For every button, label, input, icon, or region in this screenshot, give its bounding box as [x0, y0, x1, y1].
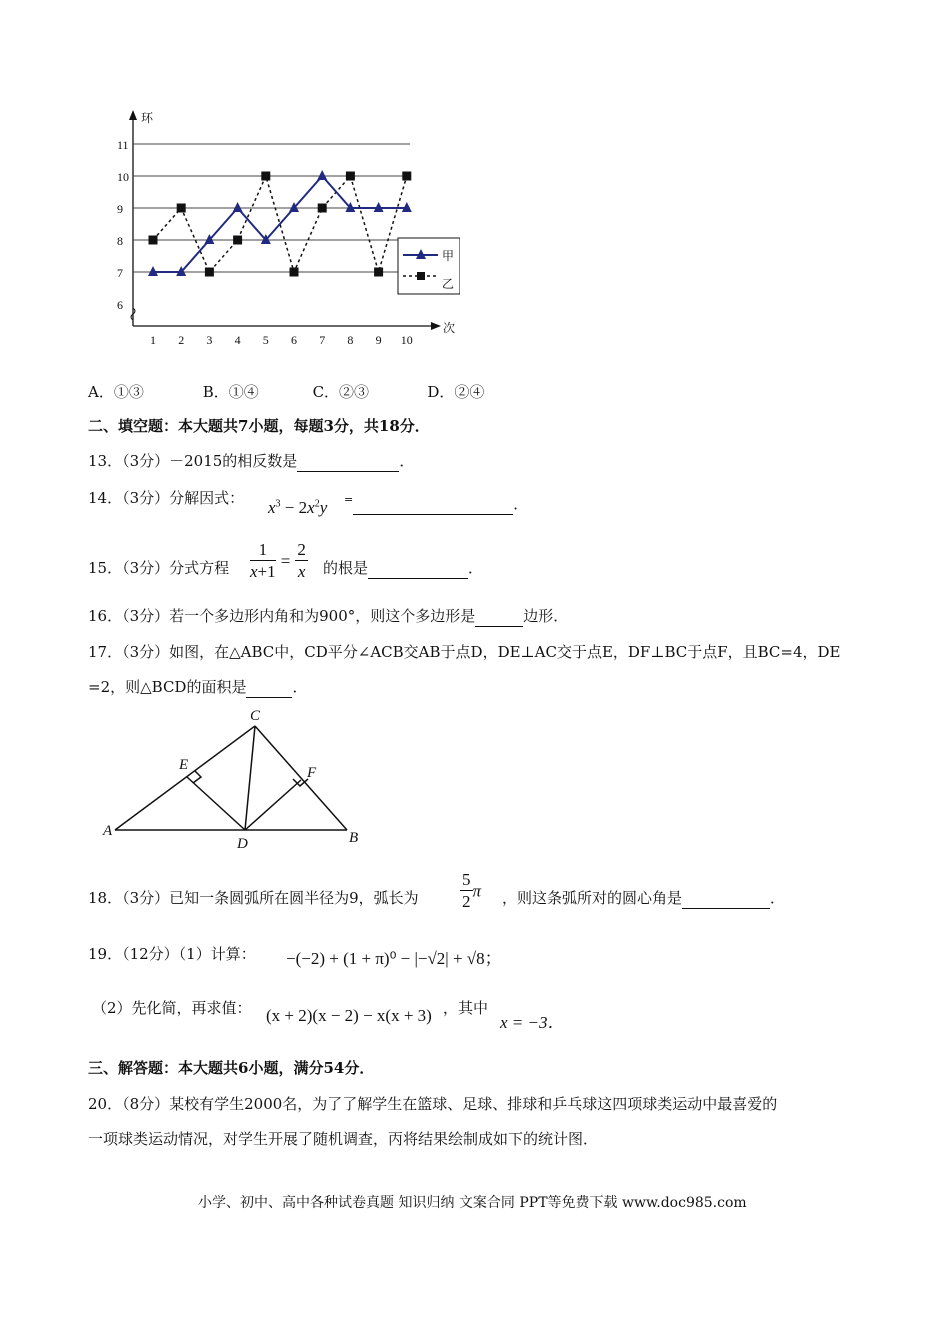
right-angle-e: [193, 771, 201, 783]
point-yi: [374, 268, 383, 277]
q19-suffix: ；: [484, 949, 502, 968]
series-line-jia: [153, 176, 407, 272]
q18-text: 18．（3分）已知一条圆弧所在圆半径为9，弧长为: [88, 889, 419, 907]
x-tick-label: 1: [150, 333, 156, 347]
page-footer: 小学、初中、高中各种试卷真题 知识归纳 文案合同 PPT等免费下载 www.doc985.com: [198, 1195, 747, 1211]
q13-suffix: ．: [399, 452, 415, 470]
y-tick-label: 9: [117, 202, 123, 216]
label-f: F: [307, 765, 317, 781]
x-tick-label: 3: [206, 333, 213, 347]
q14-blank: [353, 494, 513, 515]
section-3-heading: 三、解答题：本大题共6小题，满分54分．: [88, 1059, 375, 1077]
q18-mid: ，则这条弧所对的圆心角是: [502, 889, 683, 907]
question-13: [88, 451, 414, 472]
x-tick-label: 8: [347, 333, 354, 347]
q18-pi: π: [472, 881, 482, 901]
q15-suffix: ．: [468, 559, 484, 577]
segment-de: [187, 777, 245, 830]
x-axis-arrow: [431, 322, 441, 330]
q13-blank: [297, 451, 399, 472]
q19b-text: （2）先化简，再求值：: [92, 999, 252, 1017]
y-axis-arrow: [129, 110, 137, 120]
label-d: D: [237, 836, 248, 852]
line-chart: [100, 110, 460, 350]
q14-expression: $x^3 - 2x^2y$: [268, 498, 328, 517]
q15-equation: $\frac{1}{x+1}$ = $\frac{2}{x}$: [250, 540, 306, 581]
q17-blank: [246, 677, 292, 698]
q15-blank: [368, 558, 468, 579]
triangle-figure: [95, 700, 375, 855]
question-18: [88, 888, 419, 908]
point-yi: [149, 236, 158, 245]
side-ac: [115, 726, 255, 830]
legend-marker-yi: [417, 272, 425, 280]
point-yi: [346, 172, 355, 181]
q19b-expression: (x + 2)(x − 2) − x(x + 3): [266, 1006, 432, 1025]
q18-den: 2: [462, 892, 471, 911]
q15-fraction-left: $\frac{1}{x+1}$: [250, 540, 276, 581]
legend-label-yi: 乙: [442, 277, 455, 291]
point-jia: [233, 202, 243, 212]
segment-df: [245, 780, 301, 830]
side-cb: [255, 726, 347, 830]
point-jia: [317, 170, 327, 180]
q17-text: =2，则△BCD的面积是: [88, 678, 247, 696]
q19-expression: [286, 944, 502, 969]
y-tick-label: 8: [117, 234, 123, 248]
q14-answer: = ．: [344, 493, 529, 513]
q16-blank: [475, 606, 523, 627]
question-16: [88, 606, 568, 627]
label-c: C: [250, 708, 261, 724]
legend-label-jia: 甲: [442, 249, 455, 263]
q18-fraction: [460, 870, 481, 913]
label-e: E: [179, 757, 189, 773]
q13-text: 13．（3分）－2015的相反数是: [88, 452, 298, 470]
question-19: [88, 944, 256, 964]
y-tick-label: 11: [117, 138, 129, 152]
q18-num: 5: [462, 870, 471, 889]
question-14: [88, 488, 244, 508]
q19-expr: −(−2) + (1 + π)⁰ − |−√2| + √8: [286, 949, 485, 968]
x-tick-label: 7: [319, 333, 326, 347]
q15-text: 15．（3分）分式方程: [88, 559, 230, 577]
point-yi: [261, 172, 270, 181]
q19-text: 19．（12分）（1）计算：: [88, 945, 256, 963]
y-tick-label: 7: [117, 266, 123, 280]
point-yi: [290, 268, 299, 277]
x-tick-label: 4: [234, 333, 241, 347]
question-20-line1: 20．（8分）某校有学生2000名，为了了解学生在篮球、足球、排球和乒乓球这四项球类运动中最喜爱的: [88, 1095, 778, 1113]
label-a: A: [103, 823, 113, 839]
y-tick-label: 10: [117, 170, 129, 184]
x-tick-label: 5: [262, 333, 269, 347]
x-tick-label: 2: [178, 333, 185, 347]
question-20-line2: 一项球类运动情况，对学生开展了随机调查，丙将结果绘制成如下的统计图．: [88, 1130, 599, 1148]
x-tick-label: 9: [375, 333, 382, 347]
q18-blank: [682, 888, 770, 909]
q15-fraction-right: $\frac{2}{x}$: [297, 540, 306, 581]
q14-text: 14．（3分）分解因式：: [88, 489, 245, 507]
option-c: C．②③: [312, 383, 370, 401]
label-b: B: [349, 830, 359, 846]
q16-suffix: 边形．: [523, 607, 569, 625]
point-yi: [205, 268, 214, 277]
y-tick-label: 6: [117, 298, 123, 312]
segment-cd: [245, 726, 255, 830]
q18-tail: [502, 888, 785, 909]
question-17-line2: [88, 677, 307, 698]
q17-suffix: ．: [292, 678, 308, 696]
point-yi: [233, 236, 242, 245]
point-yi: [402, 172, 411, 181]
point-yi: [318, 204, 327, 213]
option-d: D．②④: [427, 383, 485, 401]
answer-options: [88, 382, 484, 402]
option-a: A．①③: [88, 383, 144, 401]
q14-suffix: ．: [513, 495, 529, 513]
q16-text: 16．（3分）若一个多边形内角和为900°，则这个多边形是: [88, 607, 476, 625]
q18-suffix: ．: [770, 889, 786, 907]
question-17-line1: 17．（3分）如图，在△ABC中，CD平分∠ACB交AB于点D，DE⊥AC交于点E，DF⊥BC于点F，且BC=4，DE: [88, 643, 841, 661]
section-2-heading: 二、填空题：本大题共7小题，每题3分，共18分．: [88, 417, 430, 435]
option-b: B．①④: [202, 383, 259, 401]
y-axis-label: 环: [141, 111, 154, 125]
q15-mid: 的根是: [323, 559, 369, 577]
question-19b: [92, 998, 252, 1018]
point-yi: [177, 204, 186, 213]
x-tick-label: 10: [400, 333, 413, 347]
x-axis-label: 次: [443, 321, 456, 335]
question-15: [88, 558, 229, 578]
q19b-condition: x = −3．: [500, 1013, 565, 1032]
q15-tail: [323, 558, 483, 579]
x-tick-label: 6: [291, 333, 297, 347]
q19b-mid: ，其中: [443, 999, 489, 1017]
